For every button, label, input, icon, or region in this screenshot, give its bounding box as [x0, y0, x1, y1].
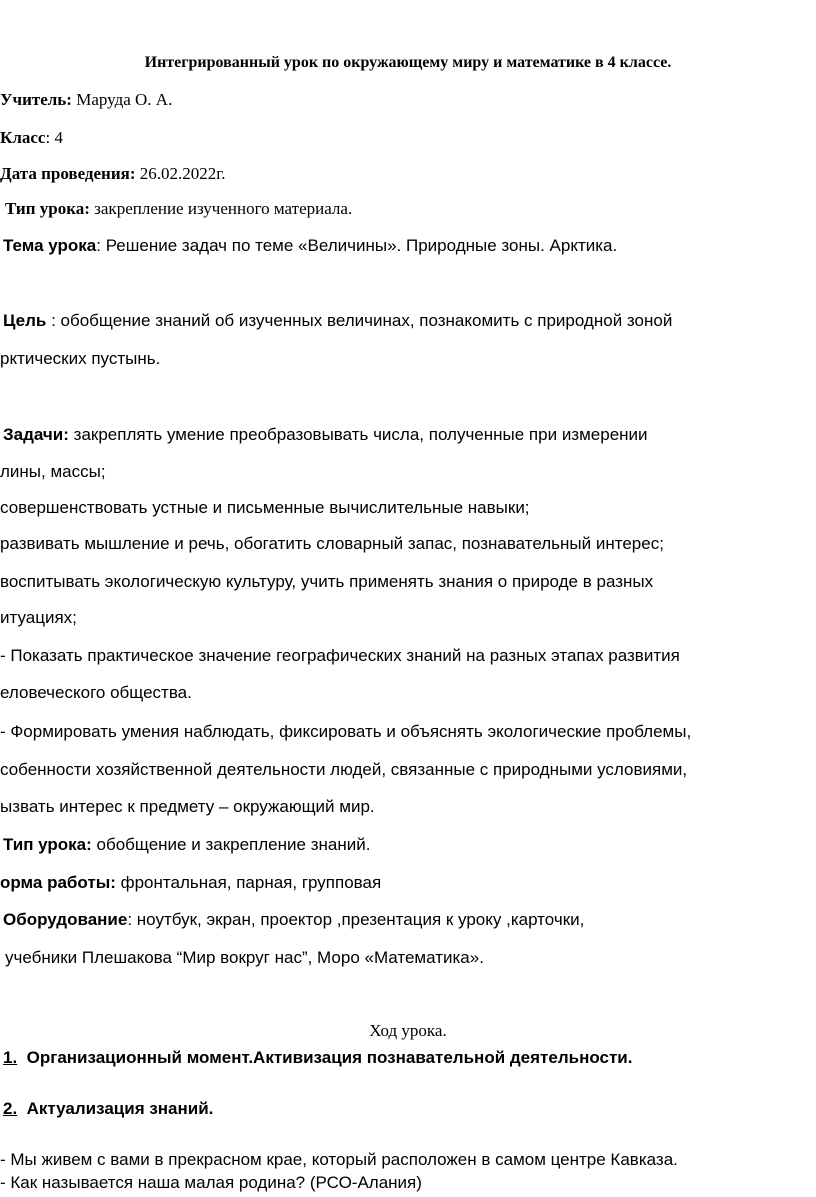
lesson-type-2-label: Тип урока: — [3, 835, 92, 854]
task-line: - Формировать умения наблюдать, фиксировать и объяснять экологические проблемы, — [0, 722, 692, 741]
equipment-label: Оборудование — [3, 910, 128, 929]
goal-label: Цель — [3, 311, 47, 330]
equipment-continuation: учебники Плешакова “Мир вокруг нас”, Моро «Математика». — [5, 948, 484, 967]
document-title: Интегрированный урок по окружающему миру и математике в 4 классе. — [144, 54, 672, 71]
equipment-value: : ноутбук, экран, проектор ,презентация к уроку ,карточки, — [127, 910, 585, 929]
class-value: : 4 — [45, 128, 63, 147]
dialog-line: - Мы живем с вами в прекрасном крае, который расположен в самом центре Кавказа. — [0, 1150, 678, 1169]
task-line: лины, массы; — [0, 462, 106, 481]
task-line: еловеческого общества. — [0, 683, 192, 702]
work-form-value: фронтальная, парная, групповая — [115, 873, 382, 892]
lesson-type-2-value: обобщение и закрепление знаний. — [91, 835, 371, 854]
task-line: итуациях; — [0, 608, 77, 627]
tasks-line — [3, 424, 648, 446]
tasks-value: закреплять умение преобразовывать числа, полученные при измерении — [68, 425, 648, 444]
task-line: развивать мышление и речь, обогатить словарный запас, познавательный интерес; — [0, 534, 664, 553]
section-1-number: 1. — [3, 1048, 18, 1067]
date-label: Дата проведения: — [0, 164, 136, 183]
date-value: 26.02.2022г. — [135, 164, 226, 183]
teacher-value: Маруда О. А. — [71, 90, 173, 109]
dialog-line: - Как называется наша малая родина? (РСО-Алания) — [0, 1173, 422, 1192]
goal-value: : обобщение знаний об изученных величинах, познакомить с природной зоной — [46, 311, 673, 330]
topic-line — [3, 235, 617, 257]
class-line — [0, 127, 63, 149]
work-form-line — [0, 872, 381, 894]
task-line: собенности хозяйственной деятельности людей, связанные с природными условиями, — [0, 760, 688, 779]
section-2-number: 2. — [3, 1099, 18, 1118]
work-form-label: орма работы: — [0, 873, 116, 892]
lesson-type-value: закрепление изученного материала. — [89, 199, 353, 218]
lesson-type-line — [5, 198, 352, 220]
topic-label: Тема урока — [3, 236, 97, 255]
task-line: воспитывать экологическую культуру, учить применять знания о природе в разных — [0, 572, 654, 591]
topic-value: : Решение задач по теме «Величины». Природные зоны. Арктика. — [96, 236, 618, 255]
date-line — [0, 163, 226, 185]
section-2-title: Актуализация знаний. — [26, 1099, 214, 1118]
section-1-heading — [3, 1047, 632, 1069]
goal-line — [3, 310, 672, 332]
section-2-heading — [3, 1098, 213, 1120]
teacher-label: Учитель: — [0, 90, 72, 109]
lesson-type-2-line — [3, 834, 370, 856]
class-label: Класс — [0, 128, 46, 147]
task-line: - Показать практическое значение географических знаний на разных этапах развития — [0, 646, 680, 665]
teacher-line — [0, 89, 172, 111]
lesson-course-heading: Ход урока. — [369, 1021, 447, 1040]
section-1-title: Организационный момент.Активизация познавательной деятельности. — [26, 1048, 633, 1067]
equipment-line — [3, 909, 584, 931]
lesson-type-label: Тип урока: — [5, 199, 90, 218]
task-line: совершенствовать устные и письменные вычислительные навыки; — [0, 498, 530, 517]
task-line: ызвать интерес к предмету – окружающий мир. — [0, 797, 375, 816]
goal-continuation: рктических пустынь. — [0, 349, 161, 368]
tasks-label: Задачи: — [3, 425, 69, 444]
